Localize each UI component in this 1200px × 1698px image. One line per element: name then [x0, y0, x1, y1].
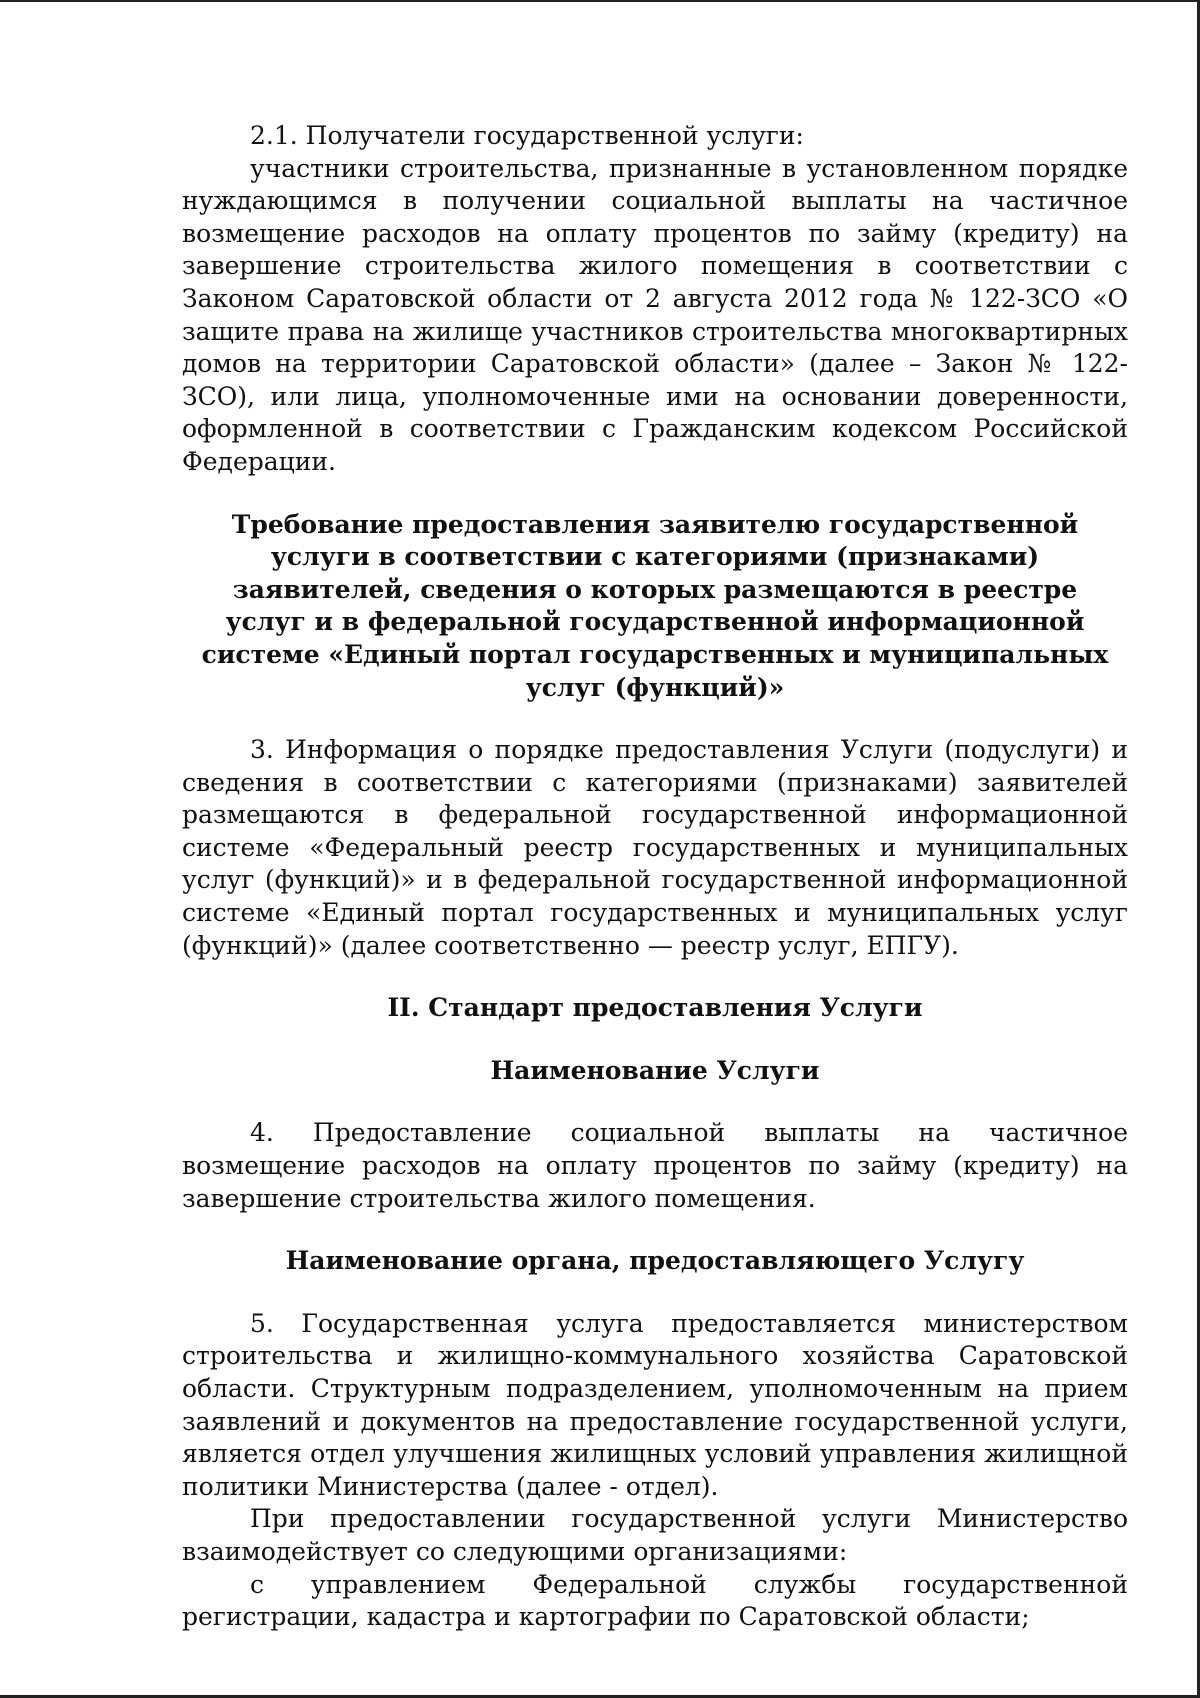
heading-service-name: Наименование Услуги [490, 1055, 820, 1085]
paragraph-2-1-title: 2.1. Получатели государственной услуги: [250, 121, 804, 150]
heading-authority: Наименование органа, предоставляющего Услугу [285, 1246, 1025, 1276]
paragraph-3: 3. Информация о порядке предоставления Услуги (подуслуги) и сведения в соответствии с категориями (признаками) заявителей размещаются в федеральной государственной информационной системе «Федеральный реестр государственных и муниципальных услуг (функций)» и в федеральной государственной информационной системе «Единый портал государственных и муниципальных услуг (функций)» (далее соответственно — реестр услуг, ЕПГУ). [182, 735, 1128, 960]
heading-requirement: Требование предоставления заявителю государственной услуги в соответствии с категориями (признаками) заявителей, сведения о которых размещаются в реестре услуг и в федеральной государственной информационной системе «Единый портал государственных и муниципальных услуг (функций)» [201, 509, 1109, 702]
heading-section-2: II. Стандарт предоставления Услуги [387, 993, 923, 1023]
paragraph-5: 5. Государственная услуга предоставляется министерством строительства и жилищно-коммунального хозяйства Саратовской области. Структурным подразделением, уполномоченным на прием заявлений и документов на предоставление государственной услуги, является отдел улучшения жилищных условий управления жилищной политики Министерства (далее - отдел). [182, 1308, 1128, 1501]
paragraph-rosreestr: с управлением Федеральной службы государственной регистрации, кадастра и картографии по Саратовской области; [182, 1569, 1128, 1632]
paragraph-2-1-body: участники строительства, признанные в установленном порядке нуждающимся в получении социальной выплаты на частичное возмещение расходов на оплату процентов по займу (кредиту) на завершение строительства жилого помещения в соответствии с Законом Саратовской области от 2 августа 2012 года № 122-ЗСО «О защите права на жилище участников строительства многоквартирных домов на территории Саратовской области» (далее – Закон № 122-ЗСО), или лица, уполномоченные ими на основании доверенности, оформленной в соответствии с Гражданским кодексом Российской Федерации. [182, 153, 1128, 476]
document-page [182, 120, 1128, 1634]
paragraph-4: 4. Предоставление социальной выплаты на частичное возмещение расходов на оплату процентов по займу (кредиту) на завершение строительства жилого помещения. [182, 1118, 1128, 1213]
scan-border-top [0, 0, 1200, 2]
paragraph-interaction: При предоставлении государственной услуги Министерство взаимодействует со следующими организациями: [182, 1504, 1128, 1566]
